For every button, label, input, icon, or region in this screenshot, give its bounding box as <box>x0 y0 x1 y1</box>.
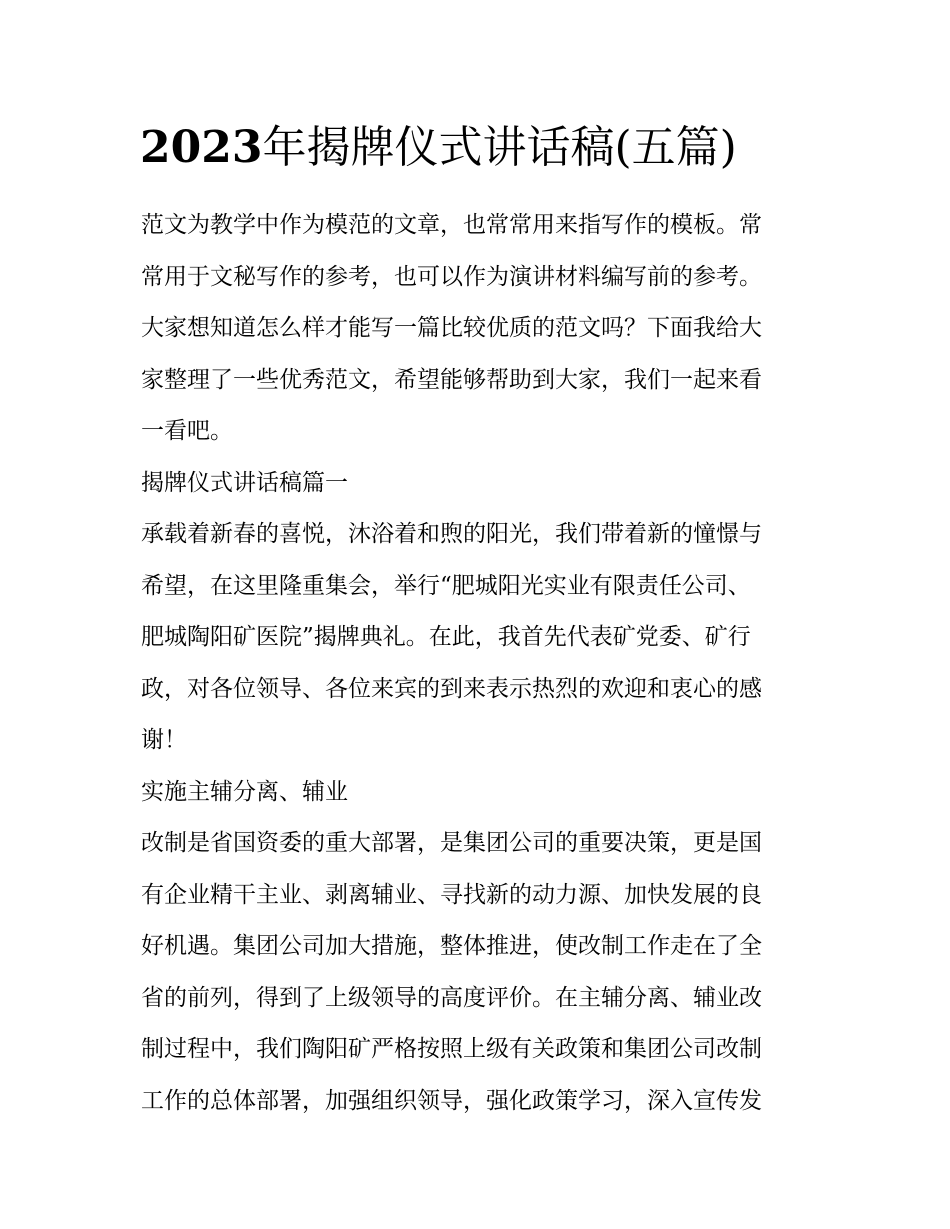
body-line: 大家想知道怎么样才能写一篇比较优质的范文吗？下面我给大 <box>141 315 762 341</box>
body-line: 工作的总体部署，加强组织领导，强化政策学习，深入宣传发 <box>141 1087 762 1114</box>
body-line: 实施主辅分离、辅业 <box>141 778 348 805</box>
body-line: 家整理了一些优秀范文，希望能够帮助到大家，我们一起来看 <box>141 366 762 393</box>
body-line: 改制是省国资委的重大部署，是集团公司的重要决策，更是国 <box>141 830 762 856</box>
body-line: 肥城陶阳矿医院”揭牌典礼。在此，我首先代表矿党委、矿行 <box>141 624 751 650</box>
body-line: 一看吧。 <box>141 418 233 444</box>
body-line: 承载着新春的喜悦，沐浴着和煦的阳光，我们带着新的憧憬与 <box>141 521 762 547</box>
body-line: 省的前列，得到了上级领导的高度评价。在主辅分离、辅业改 <box>141 984 762 1011</box>
body-line: 制过程中，我们陶阳矿严格按照上级有关政策和集团公司改制 <box>141 1036 762 1062</box>
body-line: 谢！ <box>141 727 187 753</box>
body-line: 范文为教学中作为模范的文章，也常常用来指写作的模板。常 <box>141 212 762 238</box>
body-line: 希望，在这里隆重集会，举行“肥城阳光实业有限责任公司、 <box>141 572 751 599</box>
title-year: 2023 <box>140 122 263 173</box>
body-line: 好机遇。集团公司加大措施，整体推进，使改制工作走在了全 <box>141 933 762 959</box>
document-body <box>141 200 817 1127</box>
document-title <box>140 118 820 178</box>
body-line: 常用于文秘写作的参考，也可以作为演讲材料编写前的参考。 <box>141 263 762 290</box>
body-line: 有企业精干主业、剥离辅业、寻找新的动力源、加快发展的良 <box>141 881 762 908</box>
body-line: 政，对各位领导、各位来宾的到来表示热烈的欢迎和衷心的感 <box>141 675 762 702</box>
section-heading: 揭牌仪式讲话稿篇一 <box>141 469 348 496</box>
title-text: 年揭牌仪式讲话稿(五篇) <box>262 122 737 173</box>
